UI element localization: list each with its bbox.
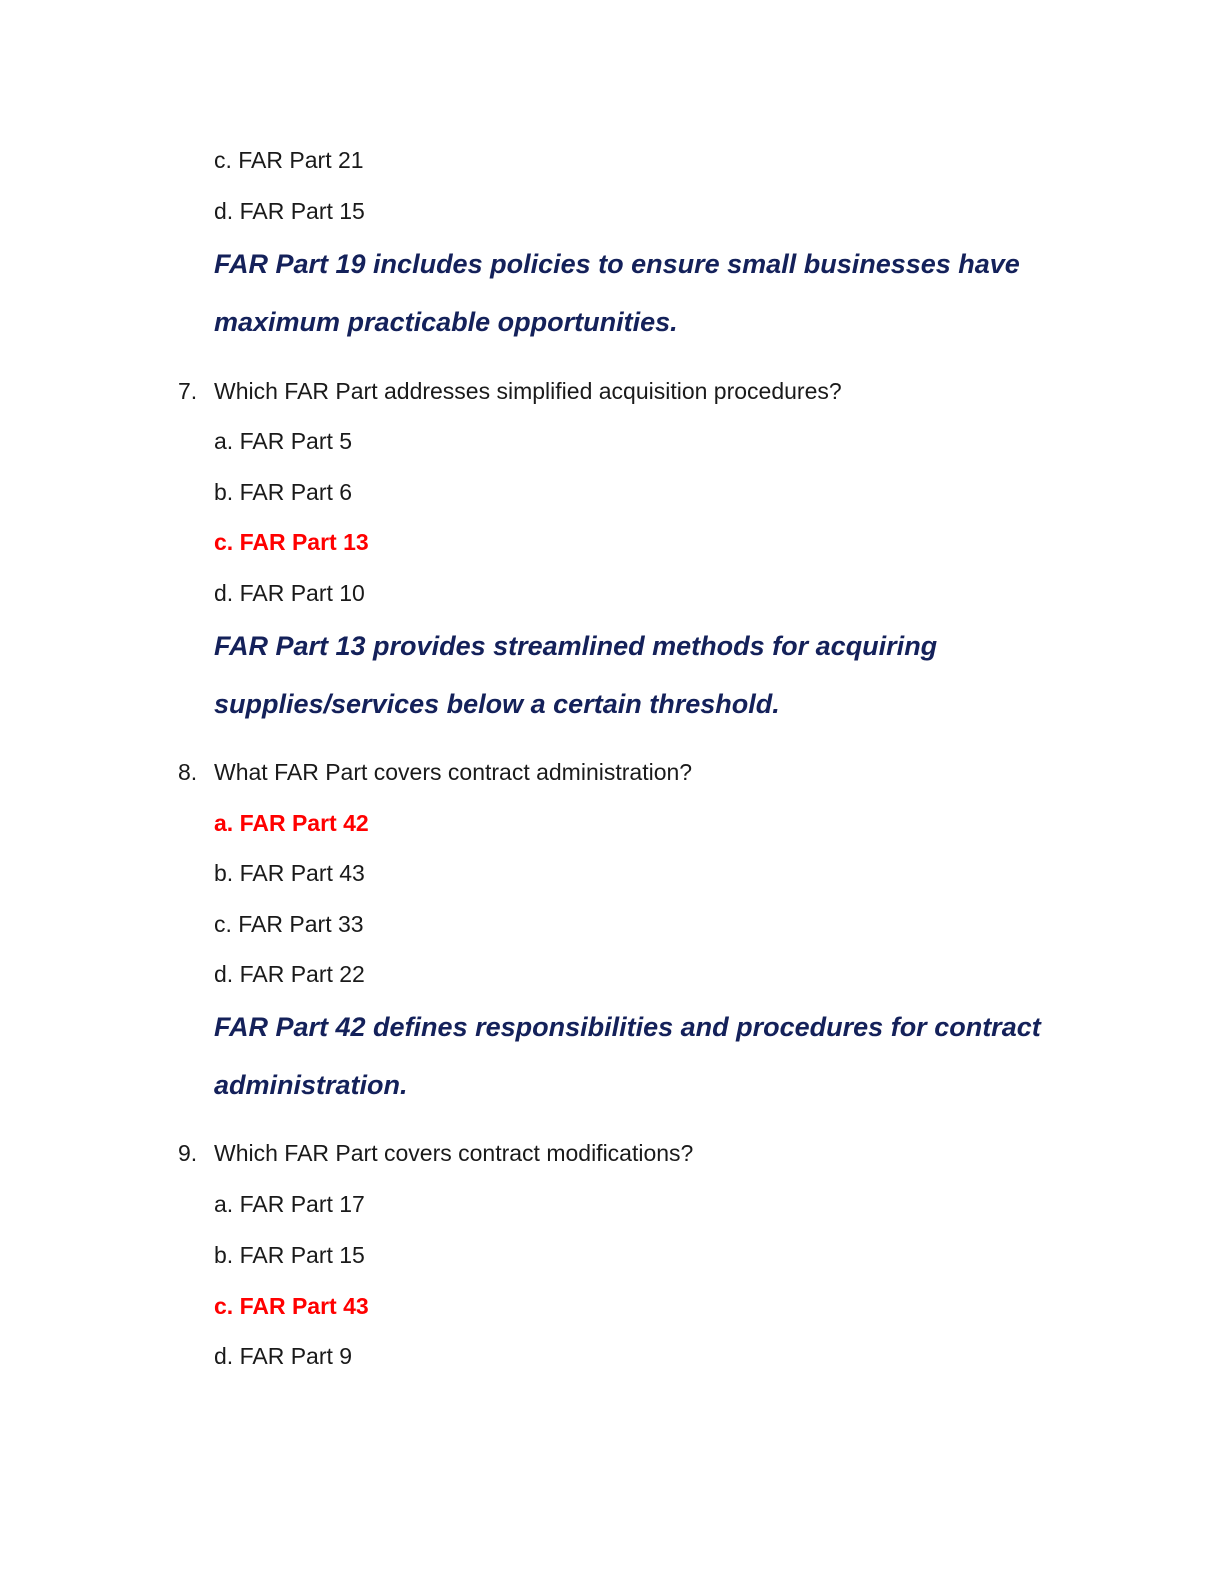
q7-option-d: d. FAR Part 10 [214,580,365,606]
q8-question: What FAR Part covers contract administration? [214,759,693,785]
q8-option-b: b. FAR Part 43 [214,860,365,886]
q8-number: 8. [178,759,198,785]
q8-option-c: c. FAR Part 33 [214,911,364,937]
q9-option-d: d. FAR Part 9 [214,1343,353,1369]
q7-option-b: b. FAR Part 6 [214,479,353,505]
q7-explanation-line-2: supplies/services below a certain threshold. [214,689,780,719]
q6-option-c: c. FAR Part 21 [214,147,364,173]
q8-explanation-line-1: FAR Part 42 defines responsibilities and procedures for contract [214,1012,1041,1042]
q7-option-a: a. FAR Part 5 [214,428,353,454]
q9-number: 9. [178,1140,198,1166]
q8-option-a-correct: a. FAR Part 42 [214,810,369,836]
q9-question: Which FAR Part covers contract modifications? [214,1140,694,1166]
q7-explanation-line-1: FAR Part 13 provides streamlined methods for acquiring [214,631,938,661]
q7-question: Which FAR Part addresses simplified acquisition procedures? [214,378,842,404]
q9-option-a: a. FAR Part 17 [214,1191,365,1217]
q8-option-d: d. FAR Part 22 [214,961,365,987]
q7-number: 7. [178,378,198,404]
q6-explanation-line-1: FAR Part 19 includes policies to ensure small businesses have [214,249,1020,279]
q6-option-d: d. FAR Part 15 [214,198,365,224]
q8-explanation-line-2: administration. [214,1070,408,1100]
q9-option-c-correct: c. FAR Part 43 [214,1293,369,1319]
q7-option-c-correct: c. FAR Part 13 [214,529,369,555]
q9-option-b: b. FAR Part 15 [214,1242,365,1268]
q6-explanation-line-2: maximum practicable opportunities. [214,307,678,337]
